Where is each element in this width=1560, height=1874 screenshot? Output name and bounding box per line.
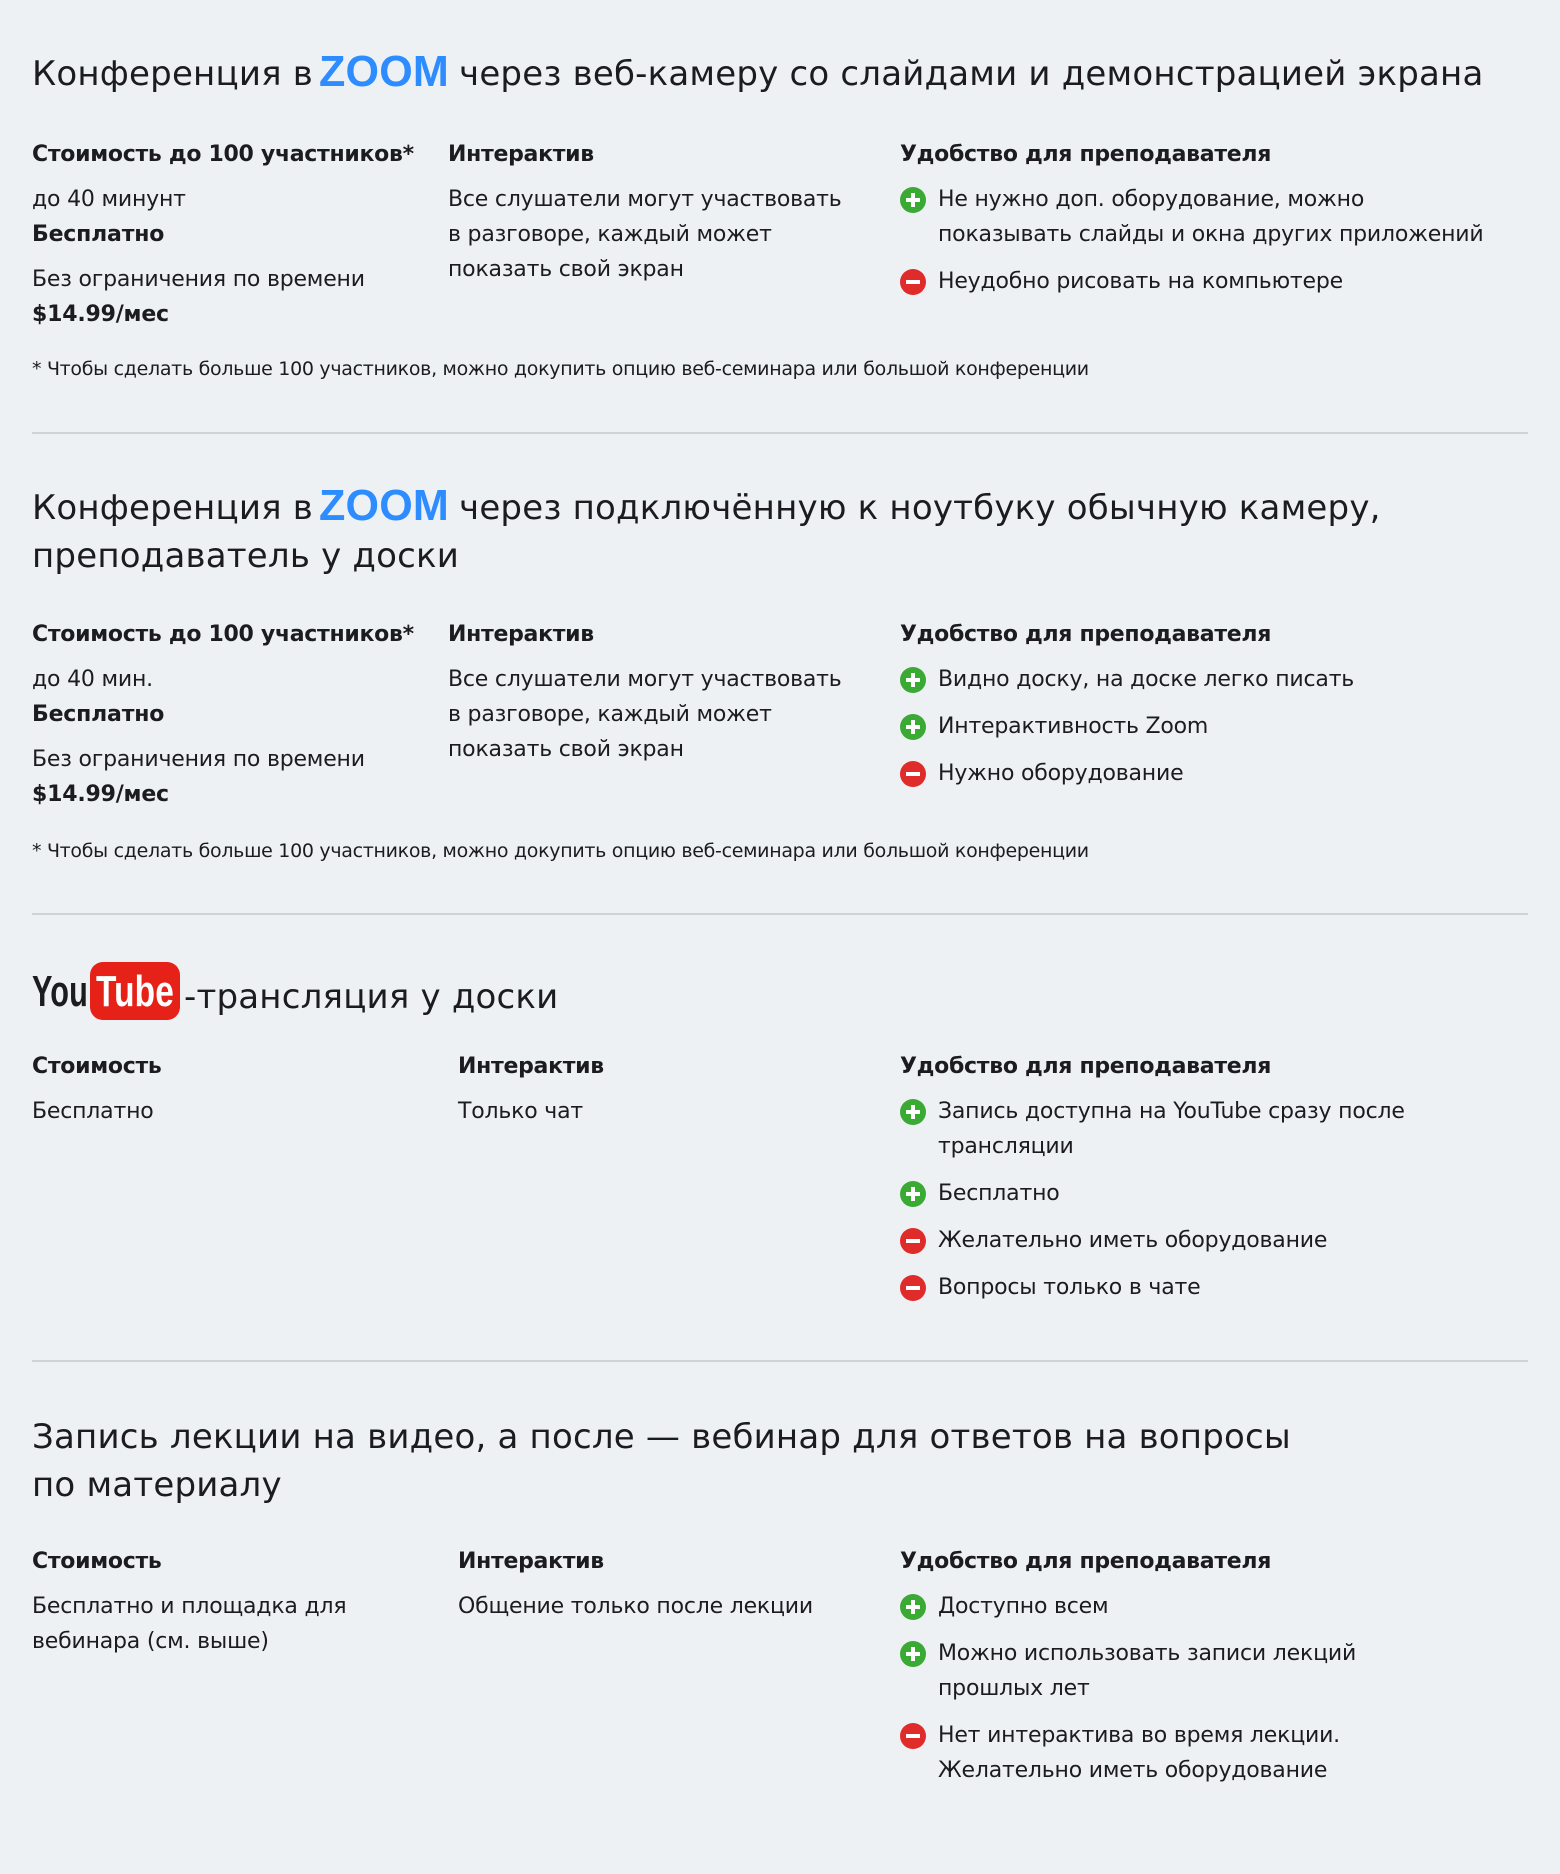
pro-item xyxy=(900,1176,1528,1211)
youtube-logo-icon xyxy=(32,962,180,1020)
zoom-logo-icon xyxy=(319,47,451,96)
cost-tier-free: до 40 минунт xyxy=(32,187,186,212)
plus-icon xyxy=(900,1594,926,1620)
con-item xyxy=(900,1718,1528,1788)
section-title xyxy=(32,47,1484,98)
cost-heading: Стоимость xyxy=(32,1549,162,1574)
convenience-column xyxy=(900,618,1528,791)
cost-column xyxy=(32,618,432,812)
divider xyxy=(32,1360,1528,1362)
divider xyxy=(32,913,1528,915)
interactive-column xyxy=(458,1050,878,1129)
cost-tier-free-price: Бесплатно xyxy=(32,702,165,727)
convenience-column xyxy=(900,1050,1528,1305)
divider xyxy=(32,432,1528,434)
section-title-line2: по материалу xyxy=(32,1465,282,1505)
interactive-heading: Интерактив xyxy=(458,1549,604,1574)
title-suffix: через подключённую к ноутбуку обычную камеру, xyxy=(459,488,1381,528)
con-item xyxy=(900,756,1528,791)
footnote: * Чтобы сделать больше 100 участников, можно докупить опцию веб-семинара или большой конференции xyxy=(32,840,1089,862)
pro-text: Видно доску, на доске легко писать xyxy=(938,667,1355,692)
convenience-heading: Удобство для преподавателя xyxy=(900,1549,1272,1574)
con-item xyxy=(900,264,1528,299)
section-title xyxy=(32,962,558,1025)
pro-text: Можно использовать записи лекций xyxy=(938,1641,1357,1666)
cost-tier-free: до 40 мин. xyxy=(32,667,153,692)
interactive-heading: Интерактив xyxy=(448,622,594,647)
pro-text: прошлых лет xyxy=(938,1676,1090,1701)
title-prefix: Конференция в xyxy=(32,54,314,94)
plus-icon xyxy=(900,1099,926,1125)
con-text: Желательно иметь оборудование xyxy=(938,1758,1328,1783)
minus-icon xyxy=(900,1228,926,1254)
interactive-line: показать свой экран xyxy=(448,737,684,762)
interactive-line: в разговоре, каждый может xyxy=(448,222,772,247)
interactive-column xyxy=(448,618,888,767)
convenience-heading: Удобство для преподавателя xyxy=(900,622,1272,647)
zoom-logo-text: ZOOM xyxy=(319,47,450,96)
plus-icon xyxy=(900,714,926,740)
convenience-heading: Удобство для преподавателя xyxy=(900,1054,1272,1079)
section-title-line2: преподаватель у доски xyxy=(32,536,460,576)
pro-text: Запись доступна на YouTube сразу после xyxy=(938,1099,1405,1124)
interactive-column xyxy=(458,1545,878,1624)
interactive-line: показать свой экран xyxy=(448,257,684,282)
cost-line: вебинара (см. выше) xyxy=(32,1629,269,1654)
pro-text: показывать слайды и окна других приложений xyxy=(938,222,1484,247)
pro-text: Не нужно доп. оборудование, можно xyxy=(938,187,1365,212)
interactive-heading: Интерактив xyxy=(448,142,594,167)
con-text: Неудобно рисовать на компьютере xyxy=(938,269,1343,294)
pro-item xyxy=(900,662,1528,697)
pro-text: Бесплатно xyxy=(938,1181,1060,1206)
youtube-logo-you: You xyxy=(32,967,88,1016)
con-item xyxy=(900,1270,1528,1305)
title-prefix: Конференция в xyxy=(32,488,314,528)
pro-item xyxy=(900,182,1528,252)
title-suffix: -трансляция у доски xyxy=(184,977,559,1017)
youtube-logo-tube: Tube xyxy=(96,967,174,1016)
cost-column xyxy=(32,1545,432,1659)
footnote: * Чтобы сделать больше 100 участников, можно докупить опцию веб-семинара или большой конференции xyxy=(32,358,1089,380)
section-title xyxy=(32,481,1381,532)
minus-icon xyxy=(900,269,926,295)
interactive-line: Только чат xyxy=(458,1099,583,1124)
cost-tier-paid-price: $14.99/мес xyxy=(32,782,169,807)
pro-item xyxy=(900,709,1528,744)
con-text: Нет интерактива во время лекции. xyxy=(938,1723,1340,1748)
section-title: Запись лекции на видео, а после — вебинар для ответов на вопросы xyxy=(32,1417,1291,1457)
pro-text: Интерактивность Zoom xyxy=(938,714,1209,739)
minus-icon xyxy=(900,1723,926,1749)
interactive-line: Все слушатели могут участвовать xyxy=(448,187,842,212)
zoom-logo-text: ZOOM xyxy=(319,481,450,530)
con-text: Желательно иметь оборудование xyxy=(938,1228,1328,1253)
pro-item xyxy=(900,1589,1528,1624)
title-suffix: через веб-камеру со слайдами и демонстрацией экрана xyxy=(459,54,1484,94)
cost-tier-paid-price: $14.99/мес xyxy=(32,302,169,327)
cost-line: Бесплатно xyxy=(32,1099,154,1124)
pro-item xyxy=(900,1094,1528,1164)
plus-icon xyxy=(900,667,926,693)
interactive-column xyxy=(448,138,888,287)
pro-text: трансляции xyxy=(938,1134,1074,1159)
cost-tier-paid: Без ограничения по времени xyxy=(32,747,365,772)
cost-tier-free-price: Бесплатно xyxy=(32,222,165,247)
cost-heading: Стоимость до 100 участников* xyxy=(32,142,414,167)
interactive-line: Общение только после лекции xyxy=(458,1594,813,1619)
pro-item xyxy=(900,1636,1528,1706)
cost-heading: Стоимость xyxy=(32,1054,162,1079)
plus-icon xyxy=(900,1181,926,1207)
cost-column xyxy=(32,138,432,332)
interactive-line: в разговоре, каждый может xyxy=(448,702,772,727)
convenience-heading: Удобство для преподавателя xyxy=(900,142,1272,167)
minus-icon xyxy=(900,1275,926,1301)
minus-icon xyxy=(900,761,926,787)
cost-tier-paid: Без ограничения по времени xyxy=(32,267,365,292)
pro-text: Доступно всем xyxy=(938,1594,1109,1619)
convenience-column xyxy=(900,138,1528,299)
cost-line: Бесплатно и площадка для xyxy=(32,1594,347,1619)
interactive-line: Все слушатели могут участвовать xyxy=(448,667,842,692)
zoom-logo-icon xyxy=(319,481,451,530)
con-text: Нужно оборудование xyxy=(938,761,1184,786)
plus-icon xyxy=(900,1641,926,1667)
con-text: Вопросы только в чате xyxy=(938,1275,1201,1300)
plus-icon xyxy=(900,187,926,213)
interactive-heading: Интерактив xyxy=(458,1054,604,1079)
cost-column xyxy=(32,1050,432,1129)
cost-heading: Стоимость до 100 участников* xyxy=(32,622,414,647)
con-item xyxy=(900,1223,1528,1258)
convenience-column xyxy=(900,1545,1528,1788)
